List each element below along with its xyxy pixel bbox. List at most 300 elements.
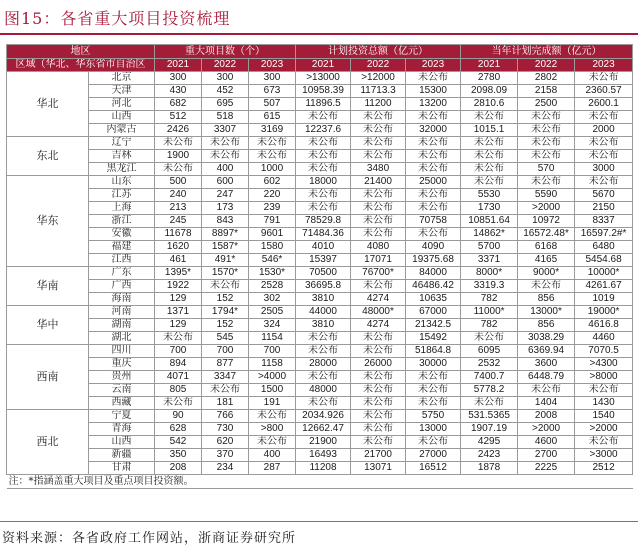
province-cell: 安徽 bbox=[89, 228, 155, 241]
value-cell: 11208 bbox=[296, 462, 351, 475]
value-cell: 27000 bbox=[406, 449, 461, 462]
value-cell: 531.5365 bbox=[461, 410, 518, 423]
province-cell: 江西 bbox=[89, 254, 155, 267]
value-cell: 未公布 bbox=[155, 332, 202, 345]
value-cell: 1019 bbox=[575, 293, 633, 306]
value-cell: >4000 bbox=[249, 371, 296, 384]
value-cell: 1570* bbox=[202, 267, 249, 280]
value-cell: 3000 bbox=[575, 163, 633, 176]
value-cell: 5670 bbox=[575, 189, 633, 202]
value-cell: 36695.8 bbox=[296, 280, 351, 293]
value-cell: 370 bbox=[202, 449, 249, 462]
header-group-annual-plan: 当年计划完成额（亿元） bbox=[461, 45, 633, 59]
value-cell: 1878 bbox=[461, 462, 518, 475]
province-cell: 新疆 bbox=[89, 449, 155, 462]
value-cell: 2505 bbox=[249, 306, 296, 319]
table-row bbox=[7, 436, 633, 449]
header-row-years bbox=[7, 59, 633, 72]
value-cell: 未公布 bbox=[202, 150, 249, 163]
value-cell: 未公布 bbox=[461, 163, 518, 176]
value-cell: 2158 bbox=[518, 85, 575, 98]
province-cell: 浙江 bbox=[89, 215, 155, 228]
value-cell: >2000 bbox=[575, 423, 633, 436]
value-cell: 未公布 bbox=[575, 137, 633, 150]
value-cell: 26000 bbox=[351, 358, 406, 371]
value-cell: 129 bbox=[155, 319, 202, 332]
value-cell: 730 bbox=[202, 423, 249, 436]
value-cell: 4010 bbox=[296, 241, 351, 254]
value-cell: 未公布 bbox=[575, 384, 633, 397]
value-cell: 未公布 bbox=[351, 371, 406, 384]
value-cell: 4616.8 bbox=[575, 319, 633, 332]
table-row bbox=[7, 319, 633, 332]
value-cell: 未公布 bbox=[406, 137, 461, 150]
value-cell: 791 bbox=[249, 215, 296, 228]
value-cell: 未公布 bbox=[406, 111, 461, 124]
value-cell: 未公布 bbox=[406, 371, 461, 384]
value-cell: 628 bbox=[155, 423, 202, 436]
value-cell: 13000* bbox=[518, 306, 575, 319]
value-cell: 682 bbox=[155, 98, 202, 111]
value-cell: 1907.19 bbox=[461, 423, 518, 436]
table-row bbox=[7, 254, 633, 267]
value-cell: 未公布 bbox=[461, 150, 518, 163]
value-cell: 21700 bbox=[351, 449, 406, 462]
value-cell: 1794* bbox=[202, 306, 249, 319]
table-row bbox=[7, 98, 633, 111]
province-cell: 辽宁 bbox=[89, 137, 155, 150]
value-cell: 700 bbox=[202, 345, 249, 358]
value-cell: 未公布 bbox=[351, 202, 406, 215]
value-cell: 152 bbox=[202, 319, 249, 332]
value-cell: 6369.94 bbox=[518, 345, 575, 358]
value-cell: 未公布 bbox=[202, 280, 249, 293]
value-cell: 21900 bbox=[296, 436, 351, 449]
value-cell: 未公布 bbox=[296, 397, 351, 410]
table-row bbox=[7, 176, 633, 189]
value-cell: 5778.2 bbox=[461, 384, 518, 397]
value-cell: 542 bbox=[155, 436, 202, 449]
value-cell: 未公布 bbox=[155, 163, 202, 176]
value-cell: 2700 bbox=[518, 449, 575, 462]
value-cell: 2528 bbox=[249, 280, 296, 293]
value-cell: 181 bbox=[202, 397, 249, 410]
value-cell: 未公布 bbox=[351, 228, 406, 241]
value-cell: 1500 bbox=[249, 384, 296, 397]
value-cell: 未公布 bbox=[351, 280, 406, 293]
value-cell: 152 bbox=[202, 293, 249, 306]
region-cell: 西南 bbox=[7, 345, 89, 410]
header-group-total-investment: 计划投资总额（亿元） bbox=[296, 45, 461, 59]
value-cell: 1580 bbox=[249, 241, 296, 254]
figure-title: 图15：各省重大项目投资梳理 bbox=[4, 9, 231, 28]
value-cell: >800 bbox=[249, 423, 296, 436]
table-row bbox=[7, 163, 633, 176]
value-cell: 未公布 bbox=[296, 163, 351, 176]
value-cell: 16572.48* bbox=[518, 228, 575, 241]
value-cell: 15397 bbox=[296, 254, 351, 267]
value-cell: 未公布 bbox=[575, 176, 633, 189]
value-cell: 856 bbox=[518, 319, 575, 332]
value-cell: 11200 bbox=[351, 98, 406, 111]
note-row bbox=[7, 475, 633, 489]
value-cell: 10958.39 bbox=[296, 85, 351, 98]
province-cell: 北京 bbox=[89, 72, 155, 85]
value-cell: 782 bbox=[461, 293, 518, 306]
value-cell: 245 bbox=[155, 215, 202, 228]
value-cell: 805 bbox=[155, 384, 202, 397]
table-row bbox=[7, 397, 633, 410]
table-row bbox=[7, 449, 633, 462]
value-cell: 4600 bbox=[518, 436, 575, 449]
value-cell: 12237.6 bbox=[296, 124, 351, 137]
table-row bbox=[7, 358, 633, 371]
value-cell: 未公布 bbox=[296, 150, 351, 163]
value-cell: 247 bbox=[202, 189, 249, 202]
value-cell: 1430 bbox=[575, 397, 633, 410]
value-cell: 2225 bbox=[518, 462, 575, 475]
value-cell: 5700 bbox=[461, 241, 518, 254]
header-year: 2023 bbox=[249, 59, 296, 72]
table-row bbox=[7, 371, 633, 384]
value-cell: 5530 bbox=[461, 189, 518, 202]
table-row bbox=[7, 462, 633, 475]
province-cell: 福建 bbox=[89, 241, 155, 254]
header-area: 地区 bbox=[7, 45, 155, 59]
value-cell: 未公布 bbox=[351, 332, 406, 345]
value-cell: 67000 bbox=[406, 306, 461, 319]
value-cell: 570 bbox=[518, 163, 575, 176]
province-cell: 黑龙江 bbox=[89, 163, 155, 176]
value-cell: 3810 bbox=[296, 319, 351, 332]
value-cell: 未公布 bbox=[406, 150, 461, 163]
value-cell: 未公布 bbox=[296, 189, 351, 202]
value-cell: 10972 bbox=[518, 215, 575, 228]
value-cell: 1404 bbox=[518, 397, 575, 410]
value-cell: >13000 bbox=[296, 72, 351, 85]
value-cell: 400 bbox=[202, 163, 249, 176]
value-cell: 84000 bbox=[406, 267, 461, 280]
value-cell: 4274 bbox=[351, 293, 406, 306]
value-cell: 191 bbox=[249, 397, 296, 410]
value-cell: 46486.42 bbox=[406, 280, 461, 293]
value-cell: 14862* bbox=[461, 228, 518, 241]
value-cell: 10851.64 bbox=[461, 215, 518, 228]
value-cell: 2500 bbox=[518, 98, 575, 111]
value-cell: 30000 bbox=[406, 358, 461, 371]
value-cell: 13000 bbox=[406, 423, 461, 436]
value-cell: 未公布 bbox=[155, 397, 202, 410]
value-cell: 1015.1 bbox=[461, 124, 518, 137]
value-cell: 48000* bbox=[351, 306, 406, 319]
value-cell: 350 bbox=[155, 449, 202, 462]
value-cell: 未公布 bbox=[296, 345, 351, 358]
value-cell: 208 bbox=[155, 462, 202, 475]
value-cell: 300 bbox=[249, 72, 296, 85]
value-cell: 602 bbox=[249, 176, 296, 189]
value-cell: 2008 bbox=[518, 410, 575, 423]
value-cell: 90 bbox=[155, 410, 202, 423]
region-cell: 华中 bbox=[7, 306, 89, 345]
province-cell: 河北 bbox=[89, 98, 155, 111]
province-cell: 海南 bbox=[89, 293, 155, 306]
value-cell: 856 bbox=[518, 293, 575, 306]
value-cell: >2000 bbox=[518, 202, 575, 215]
table-row bbox=[7, 124, 633, 137]
value-cell: 28000 bbox=[296, 358, 351, 371]
value-cell: 213 bbox=[155, 202, 202, 215]
table-row bbox=[7, 280, 633, 293]
header-year: 2022 bbox=[518, 59, 575, 72]
table-row bbox=[7, 85, 633, 98]
value-cell: 2150 bbox=[575, 202, 633, 215]
value-cell: 未公布 bbox=[575, 111, 633, 124]
value-cell: 71484.36 bbox=[296, 228, 351, 241]
value-cell: 1922 bbox=[155, 280, 202, 293]
province-cell: 广西 bbox=[89, 280, 155, 293]
province-cell: 云南 bbox=[89, 384, 155, 397]
value-cell: 51864.8 bbox=[406, 345, 461, 358]
region-cell: 东北 bbox=[7, 137, 89, 176]
value-cell: 9000* bbox=[518, 267, 575, 280]
table-row bbox=[7, 384, 633, 397]
value-cell: 76700* bbox=[351, 267, 406, 280]
value-cell: 302 bbox=[249, 293, 296, 306]
value-cell: 16597.2#* bbox=[575, 228, 633, 241]
value-cell: 695 bbox=[202, 98, 249, 111]
table-row bbox=[7, 72, 633, 85]
value-cell: 11000* bbox=[461, 306, 518, 319]
value-cell: 1540 bbox=[575, 410, 633, 423]
title-divider bbox=[0, 33, 638, 35]
value-cell: 11896.5 bbox=[296, 98, 351, 111]
value-cell: 10635 bbox=[406, 293, 461, 306]
value-cell: 44000 bbox=[296, 306, 351, 319]
province-cell: 广东 bbox=[89, 267, 155, 280]
value-cell: 未公布 bbox=[351, 397, 406, 410]
value-cell: 未公布 bbox=[351, 111, 406, 124]
value-cell: 未公布 bbox=[461, 111, 518, 124]
value-cell: 48000 bbox=[296, 384, 351, 397]
province-cell: 河南 bbox=[89, 306, 155, 319]
province-cell: 湖北 bbox=[89, 332, 155, 345]
table-row bbox=[7, 332, 633, 345]
value-cell: 300 bbox=[155, 72, 202, 85]
value-cell: 461 bbox=[155, 254, 202, 267]
value-cell: 9601 bbox=[249, 228, 296, 241]
table-row bbox=[7, 306, 633, 319]
value-cell: 18000 bbox=[296, 176, 351, 189]
value-cell: 未公布 bbox=[296, 202, 351, 215]
value-cell: 6168 bbox=[518, 241, 575, 254]
province-cell: 山西 bbox=[89, 436, 155, 449]
value-cell: 620 bbox=[202, 436, 249, 449]
value-cell: 17071 bbox=[351, 254, 406, 267]
value-cell: 4274 bbox=[351, 319, 406, 332]
value-cell: 173 bbox=[202, 202, 249, 215]
province-cell: 江苏 bbox=[89, 189, 155, 202]
value-cell: 未公布 bbox=[406, 397, 461, 410]
value-cell: 5750 bbox=[406, 410, 461, 423]
province-cell: 山西 bbox=[89, 111, 155, 124]
value-cell: 2810.6 bbox=[461, 98, 518, 111]
province-cell: 内蒙古 bbox=[89, 124, 155, 137]
value-cell: 4295 bbox=[461, 436, 518, 449]
value-cell: 未公布 bbox=[351, 124, 406, 137]
value-cell: 3169 bbox=[249, 124, 296, 137]
value-cell: 3371 bbox=[461, 254, 518, 267]
value-cell: 1154 bbox=[249, 332, 296, 345]
value-cell: 未公布 bbox=[351, 384, 406, 397]
value-cell: 19000* bbox=[575, 306, 633, 319]
value-cell: 1158 bbox=[249, 358, 296, 371]
value-cell: 13200 bbox=[406, 98, 461, 111]
table-body bbox=[7, 72, 633, 475]
value-cell: 19375.68 bbox=[406, 254, 461, 267]
value-cell: 未公布 bbox=[249, 410, 296, 423]
province-cell: 四川 bbox=[89, 345, 155, 358]
value-cell: 未公布 bbox=[575, 436, 633, 449]
value-cell: 287 bbox=[249, 462, 296, 475]
table-row bbox=[7, 345, 633, 358]
value-cell: 未公布 bbox=[202, 137, 249, 150]
value-cell: 未公布 bbox=[575, 150, 633, 163]
value-cell: 未公布 bbox=[518, 124, 575, 137]
value-cell: 894 bbox=[155, 358, 202, 371]
value-cell: 240 bbox=[155, 189, 202, 202]
header-year: 2023 bbox=[406, 59, 461, 72]
table-row bbox=[7, 150, 633, 163]
table-row bbox=[7, 241, 633, 254]
value-cell: 78529.8 bbox=[296, 215, 351, 228]
value-cell: 6095 bbox=[461, 345, 518, 358]
value-cell: 6480 bbox=[575, 241, 633, 254]
value-cell: 未公布 bbox=[575, 72, 633, 85]
value-cell: 未公布 bbox=[351, 189, 406, 202]
value-cell: 未公布 bbox=[296, 137, 351, 150]
value-cell: 239 bbox=[249, 202, 296, 215]
value-cell: 未公布 bbox=[406, 384, 461, 397]
value-cell: 2098.09 bbox=[461, 85, 518, 98]
header-year: 2022 bbox=[202, 59, 249, 72]
header-year: 2021 bbox=[296, 59, 351, 72]
header-group-projects: 重大项目数（个） bbox=[155, 45, 296, 59]
province-cell: 甘肃 bbox=[89, 462, 155, 475]
value-cell: 877 bbox=[202, 358, 249, 371]
source-note: 资料来源：各省政府工作网站，浙商证券研究所 bbox=[2, 531, 297, 546]
value-cell: 未公布 bbox=[351, 410, 406, 423]
value-cell: >3000 bbox=[575, 449, 633, 462]
value-cell: 400 bbox=[249, 449, 296, 462]
value-cell: 未公布 bbox=[518, 111, 575, 124]
value-cell: 未公布 bbox=[461, 332, 518, 345]
region-cell: 西北 bbox=[7, 410, 89, 475]
value-cell: 843 bbox=[202, 215, 249, 228]
table-row bbox=[7, 293, 633, 306]
value-cell: 21342.5 bbox=[406, 319, 461, 332]
value-cell: 1395* bbox=[155, 267, 202, 280]
value-cell: 4080 bbox=[351, 241, 406, 254]
value-cell: 1587* bbox=[202, 241, 249, 254]
province-cell: 上海 bbox=[89, 202, 155, 215]
value-cell: 2802 bbox=[518, 72, 575, 85]
table-row bbox=[7, 423, 633, 436]
value-cell: 700 bbox=[249, 345, 296, 358]
province-cell: 宁夏 bbox=[89, 410, 155, 423]
value-cell: 1530* bbox=[249, 267, 296, 280]
value-cell: 25000 bbox=[406, 176, 461, 189]
table-row bbox=[7, 228, 633, 241]
value-cell: 未公布 bbox=[406, 189, 461, 202]
value-cell: 2034.926 bbox=[296, 410, 351, 423]
province-cell: 山东 bbox=[89, 176, 155, 189]
value-cell: 15300 bbox=[406, 85, 461, 98]
value-cell: 6448.79 bbox=[518, 371, 575, 384]
value-cell: 21400 bbox=[351, 176, 406, 189]
value-cell: 未公布 bbox=[296, 111, 351, 124]
value-cell: 未公布 bbox=[518, 280, 575, 293]
province-cell: 西藏 bbox=[89, 397, 155, 410]
value-cell: 782 bbox=[461, 319, 518, 332]
table-row bbox=[7, 111, 633, 124]
value-cell: >12000 bbox=[351, 72, 406, 85]
value-cell: 766 bbox=[202, 410, 249, 423]
value-cell: 518 bbox=[202, 111, 249, 124]
value-cell: 10000* bbox=[575, 267, 633, 280]
value-cell: 234 bbox=[202, 462, 249, 475]
value-cell: 4261.67 bbox=[575, 280, 633, 293]
value-cell: 129 bbox=[155, 293, 202, 306]
value-cell: 15492 bbox=[406, 332, 461, 345]
value-cell: 4090 bbox=[406, 241, 461, 254]
value-cell: 70758 bbox=[406, 215, 461, 228]
region-cell: 华东 bbox=[7, 176, 89, 267]
region-cell: 华北 bbox=[7, 72, 89, 137]
value-cell: 未公布 bbox=[518, 384, 575, 397]
province-cell: 青海 bbox=[89, 423, 155, 436]
value-cell: 2532 bbox=[461, 358, 518, 371]
value-cell: 未公布 bbox=[406, 163, 461, 176]
value-cell: 16512 bbox=[406, 462, 461, 475]
value-cell: 未公布 bbox=[461, 397, 518, 410]
value-cell: 3810 bbox=[296, 293, 351, 306]
value-cell: 4460 bbox=[575, 332, 633, 345]
value-cell: 未公布 bbox=[155, 137, 202, 150]
value-cell: 未公布 bbox=[461, 176, 518, 189]
value-cell: 7400.7 bbox=[461, 371, 518, 384]
value-cell: 11678 bbox=[155, 228, 202, 241]
value-cell: 1371 bbox=[155, 306, 202, 319]
value-cell: 3600 bbox=[518, 358, 575, 371]
value-cell: 2423 bbox=[461, 449, 518, 462]
region-cell: 华南 bbox=[7, 267, 89, 306]
value-cell: 2426 bbox=[155, 124, 202, 137]
value-cell: 2512 bbox=[575, 462, 633, 475]
value-cell: 2780 bbox=[461, 72, 518, 85]
header-area-sub: 区域（华北、华东省市自治区 bbox=[7, 59, 155, 72]
value-cell: 1730 bbox=[461, 202, 518, 215]
value-cell: 未公布 bbox=[518, 137, 575, 150]
value-cell: 512 bbox=[155, 111, 202, 124]
value-cell: 2600.1 bbox=[575, 98, 633, 111]
value-cell: 1900 bbox=[155, 150, 202, 163]
value-cell: 13071 bbox=[351, 462, 406, 475]
value-cell: 8897* bbox=[202, 228, 249, 241]
value-cell: 未公布 bbox=[249, 150, 296, 163]
value-cell: 673 bbox=[249, 85, 296, 98]
table-row bbox=[7, 202, 633, 215]
value-cell: 1620 bbox=[155, 241, 202, 254]
